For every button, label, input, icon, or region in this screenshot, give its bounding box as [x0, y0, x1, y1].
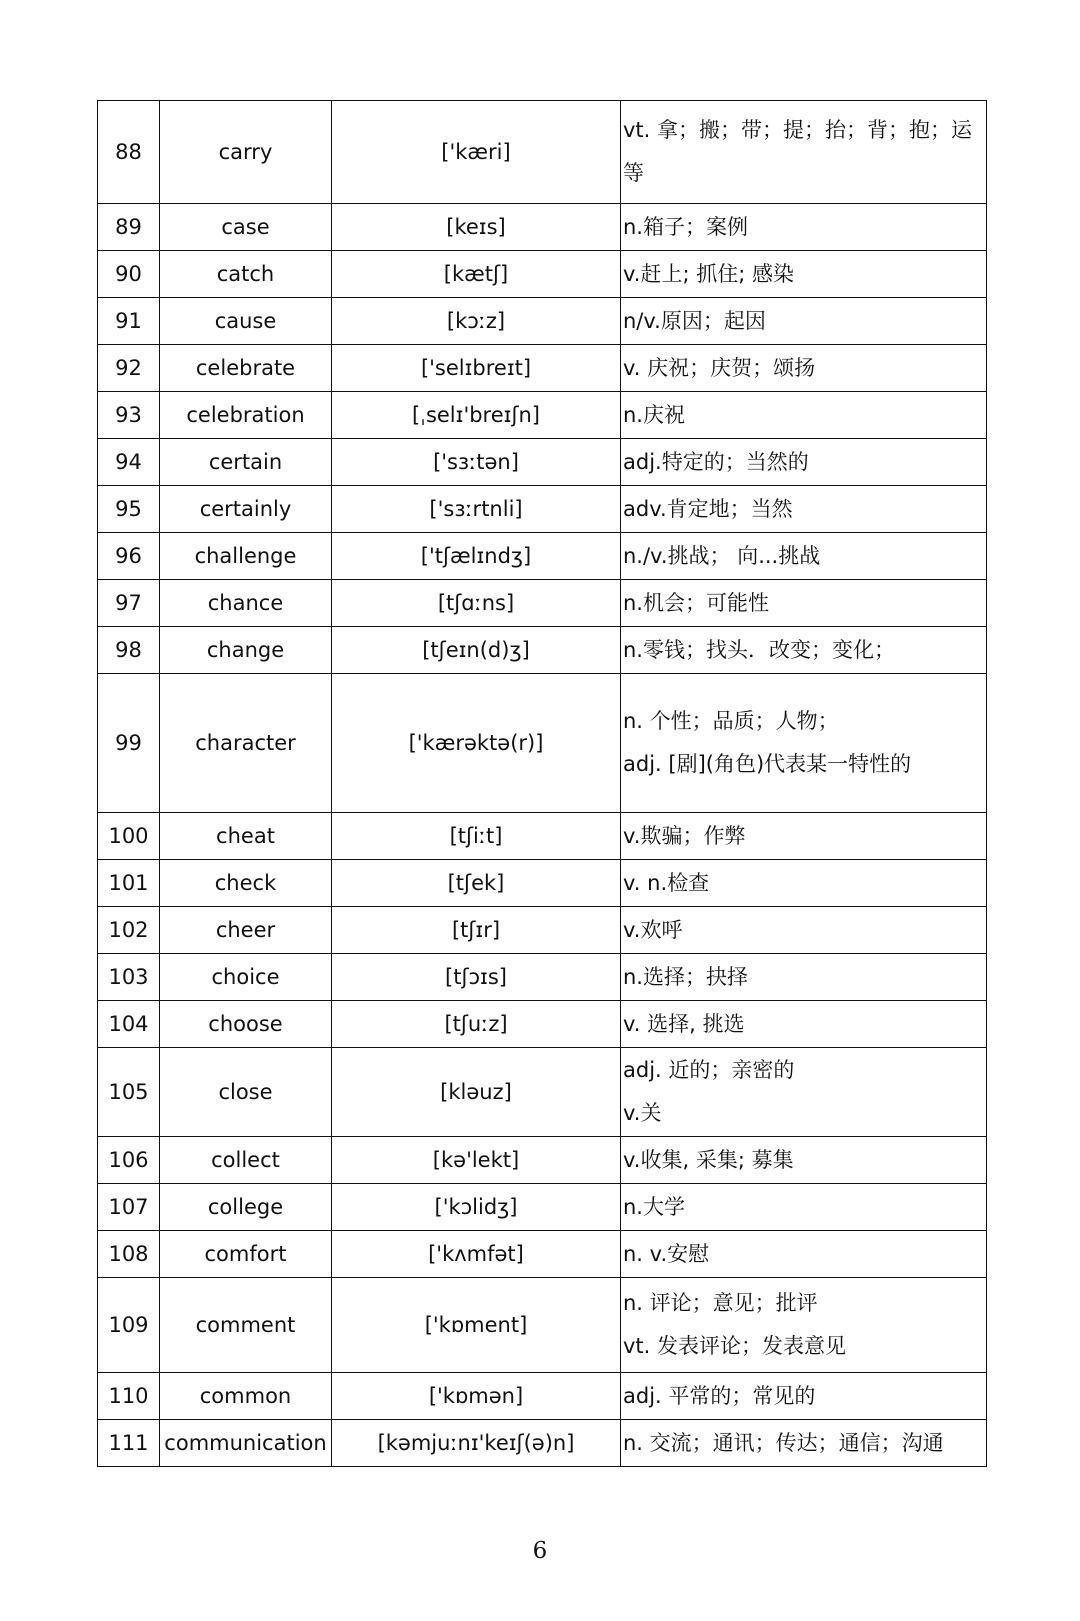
entry-number: 103: [98, 954, 160, 1001]
entry-number: 90: [98, 251, 160, 298]
definition-line: n. 评论；意见；批评: [623, 1291, 818, 1315]
table-row: [98, 1001, 987, 1048]
entry-phonetic: [tʃɪr]: [332, 907, 621, 954]
table-row: [98, 533, 987, 580]
entry-word: comfort: [160, 1231, 332, 1278]
entry-word: cheer: [160, 907, 332, 954]
entry-phonetic: [kɔːz]: [332, 298, 621, 345]
entry-definition: [621, 1001, 987, 1048]
definition-line: v.收集, 采集; 募集: [623, 1147, 794, 1172]
entry-phonetic: [tʃɑːns]: [332, 580, 621, 627]
entry-word: cause: [160, 298, 332, 345]
entry-definition: [621, 627, 987, 674]
entry-phonetic: [tʃuːz]: [332, 1001, 621, 1048]
entry-number: 89: [98, 204, 160, 251]
definition-line: adv.肯定地；当然: [623, 496, 793, 521]
entry-definition: [621, 439, 987, 486]
entry-word: choice: [160, 954, 332, 1001]
entry-phonetic: [keɪs]: [332, 204, 621, 251]
entry-phonetic: [tʃek]: [332, 860, 621, 907]
table-row: [98, 1420, 987, 1467]
definition-line: n.零钱；找头．改变；变化；: [623, 637, 895, 662]
definition-line: n.箱子；案例: [623, 214, 748, 239]
entry-phonetic: ['kɔlidʒ]: [332, 1184, 621, 1231]
table-row: [98, 907, 987, 954]
definition-line: adj.特定的；当然的: [623, 449, 809, 474]
entry-number: 97: [98, 580, 160, 627]
entry-number: 91: [98, 298, 160, 345]
definition-line: v.欺骗；作弊: [623, 823, 746, 848]
definition-line: adj. 近的；亲密的: [623, 1058, 795, 1082]
definition-line: adj. [剧](角色)代表某一特性的: [623, 752, 912, 776]
entry-definition: [621, 1137, 987, 1184]
definition-line: v. n.检查: [623, 870, 710, 895]
entry-word: change: [160, 627, 332, 674]
entry-word: check: [160, 860, 332, 907]
entry-word: character: [160, 674, 332, 813]
entry-phonetic: ['kʌmfət]: [332, 1231, 621, 1278]
entry-number: 93: [98, 392, 160, 439]
entry-number: 104: [98, 1001, 160, 1048]
entry-word: common: [160, 1373, 332, 1420]
entry-word: certain: [160, 439, 332, 486]
entry-phonetic: [kləuz]: [332, 1048, 621, 1137]
table-row: [98, 439, 987, 486]
entry-word: carry: [160, 101, 332, 204]
entry-word: choose: [160, 1001, 332, 1048]
table-row: [98, 486, 987, 533]
entry-number: 92: [98, 345, 160, 392]
table-row: [98, 1278, 987, 1373]
entry-definition: [621, 1278, 987, 1373]
entry-word: close: [160, 1048, 332, 1137]
entry-definition: [621, 860, 987, 907]
entry-phonetic: ['sɜːtən]: [332, 439, 621, 486]
entry-word: collect: [160, 1137, 332, 1184]
entry-definition: [621, 392, 987, 439]
table-row: [98, 1137, 987, 1184]
entry-number: 109: [98, 1278, 160, 1373]
entry-phonetic: [ˌselɪ'breɪʃn]: [332, 392, 621, 439]
definition-line: v.赶上; 抓住; 感染: [623, 261, 794, 286]
vocabulary-table-body: [98, 101, 987, 1467]
definition-line: n. 个性；品质；人物；: [623, 709, 839, 733]
vocabulary-table: [97, 100, 987, 1467]
definition-line: v. 选择, 挑选: [623, 1011, 745, 1036]
table-row: [98, 580, 987, 627]
entry-number: 94: [98, 439, 160, 486]
entry-definition: [621, 1184, 987, 1231]
entry-number: 102: [98, 907, 160, 954]
definition-line: n./v.挑战； 向...挑战: [623, 543, 821, 568]
entry-phonetic: [kætʃ]: [332, 251, 621, 298]
definition-line: n.庆祝: [623, 402, 685, 427]
entry-number: 105: [98, 1048, 160, 1137]
entry-phonetic: ['kɒment]: [332, 1278, 621, 1373]
entry-definition: [621, 580, 987, 627]
definition-line: 等: [623, 161, 644, 185]
entry-phonetic: ['selɪbreɪt]: [332, 345, 621, 392]
entry-word: challenge: [160, 533, 332, 580]
entry-phonetic: [tʃɔɪs]: [332, 954, 621, 1001]
table-row: [98, 954, 987, 1001]
page-number: 6: [532, 1538, 548, 1564]
entry-word: case: [160, 204, 332, 251]
entry-number: 111: [98, 1420, 160, 1467]
entry-definition: [621, 813, 987, 860]
entry-definition: [621, 298, 987, 345]
table-row: [98, 345, 987, 392]
entry-definition: [621, 345, 987, 392]
definition-line: vt. 发表评论；发表意见: [623, 1334, 847, 1358]
entry-definition: [621, 907, 987, 954]
entry-word: comment: [160, 1278, 332, 1373]
entry-word: certainly: [160, 486, 332, 533]
table-row: [98, 101, 987, 204]
table-row: [98, 1184, 987, 1231]
entry-number: 101: [98, 860, 160, 907]
table-row: [98, 251, 987, 298]
entry-phonetic: [kəmjuːnɪ'keɪʃ(ə)n]: [332, 1420, 621, 1467]
definition-line: vt. 拿；搬；带；提；抬；背；抱；运: [623, 118, 973, 142]
table-row: [98, 1373, 987, 1420]
entry-definition: [621, 674, 987, 813]
definition-line: adj. 平常的；常见的: [623, 1383, 816, 1408]
entry-number: 110: [98, 1373, 160, 1420]
entry-phonetic: ['kɒmən]: [332, 1373, 621, 1420]
table-row: [98, 813, 987, 860]
definition-line: n/v.原因；起因: [623, 308, 766, 333]
entry-phonetic: ['tʃælɪndʒ]: [332, 533, 621, 580]
entry-number: 100: [98, 813, 160, 860]
entry-definition: [621, 1048, 987, 1137]
entry-word: communication: [160, 1420, 332, 1467]
entry-number: 108: [98, 1231, 160, 1278]
definition-line: n. v.安慰: [623, 1241, 710, 1266]
entry-definition: [621, 954, 987, 1001]
entry-definition: [621, 101, 987, 204]
entry-word: celebrate: [160, 345, 332, 392]
definition-line: v. 庆祝；庆贺；颂扬: [623, 355, 816, 380]
entry-definition: [621, 1420, 987, 1467]
entry-number: 106: [98, 1137, 160, 1184]
entry-definition: [621, 204, 987, 251]
table-row: [98, 674, 987, 813]
entry-word: catch: [160, 251, 332, 298]
table-row: [98, 1231, 987, 1278]
entry-phonetic: [kə'lekt]: [332, 1137, 621, 1184]
entry-number: 95: [98, 486, 160, 533]
entry-number: 88: [98, 101, 160, 204]
entry-phonetic: ['sɜːrtnli]: [332, 486, 621, 533]
entry-definition: [621, 1231, 987, 1278]
table-row: [98, 392, 987, 439]
entry-word: celebration: [160, 392, 332, 439]
definition-line: n. 交流；通讯；传达；通信；沟通: [623, 1430, 944, 1455]
definition-line: v.关: [623, 1101, 662, 1125]
entry-definition: [621, 486, 987, 533]
definition-line: v.欢呼: [623, 917, 683, 942]
entry-phonetic: [tʃiːt]: [332, 813, 621, 860]
entry-word: cheat: [160, 813, 332, 860]
entry-number: 107: [98, 1184, 160, 1231]
definition-line: n.选择；抉择: [623, 964, 748, 989]
definition-line: n.机会；可能性: [623, 590, 769, 615]
entry-definition: [621, 1373, 987, 1420]
table-row: [98, 860, 987, 907]
entry-number: 96: [98, 533, 160, 580]
entry-number: 98: [98, 627, 160, 674]
definition-line: n.大学: [623, 1194, 685, 1219]
table-row: [98, 1048, 987, 1137]
entry-phonetic: ['kærəktə(r)]: [332, 674, 621, 813]
entry-word: college: [160, 1184, 332, 1231]
table-row: [98, 298, 987, 345]
entry-number: 99: [98, 674, 160, 813]
entry-definition: [621, 251, 987, 298]
table-row: [98, 627, 987, 674]
table-row: [98, 204, 987, 251]
entry-phonetic: ['kæri]: [332, 101, 621, 204]
entry-definition: [621, 533, 987, 580]
entry-phonetic: [tʃeɪn(d)ʒ]: [332, 627, 621, 674]
entry-word: chance: [160, 580, 332, 627]
